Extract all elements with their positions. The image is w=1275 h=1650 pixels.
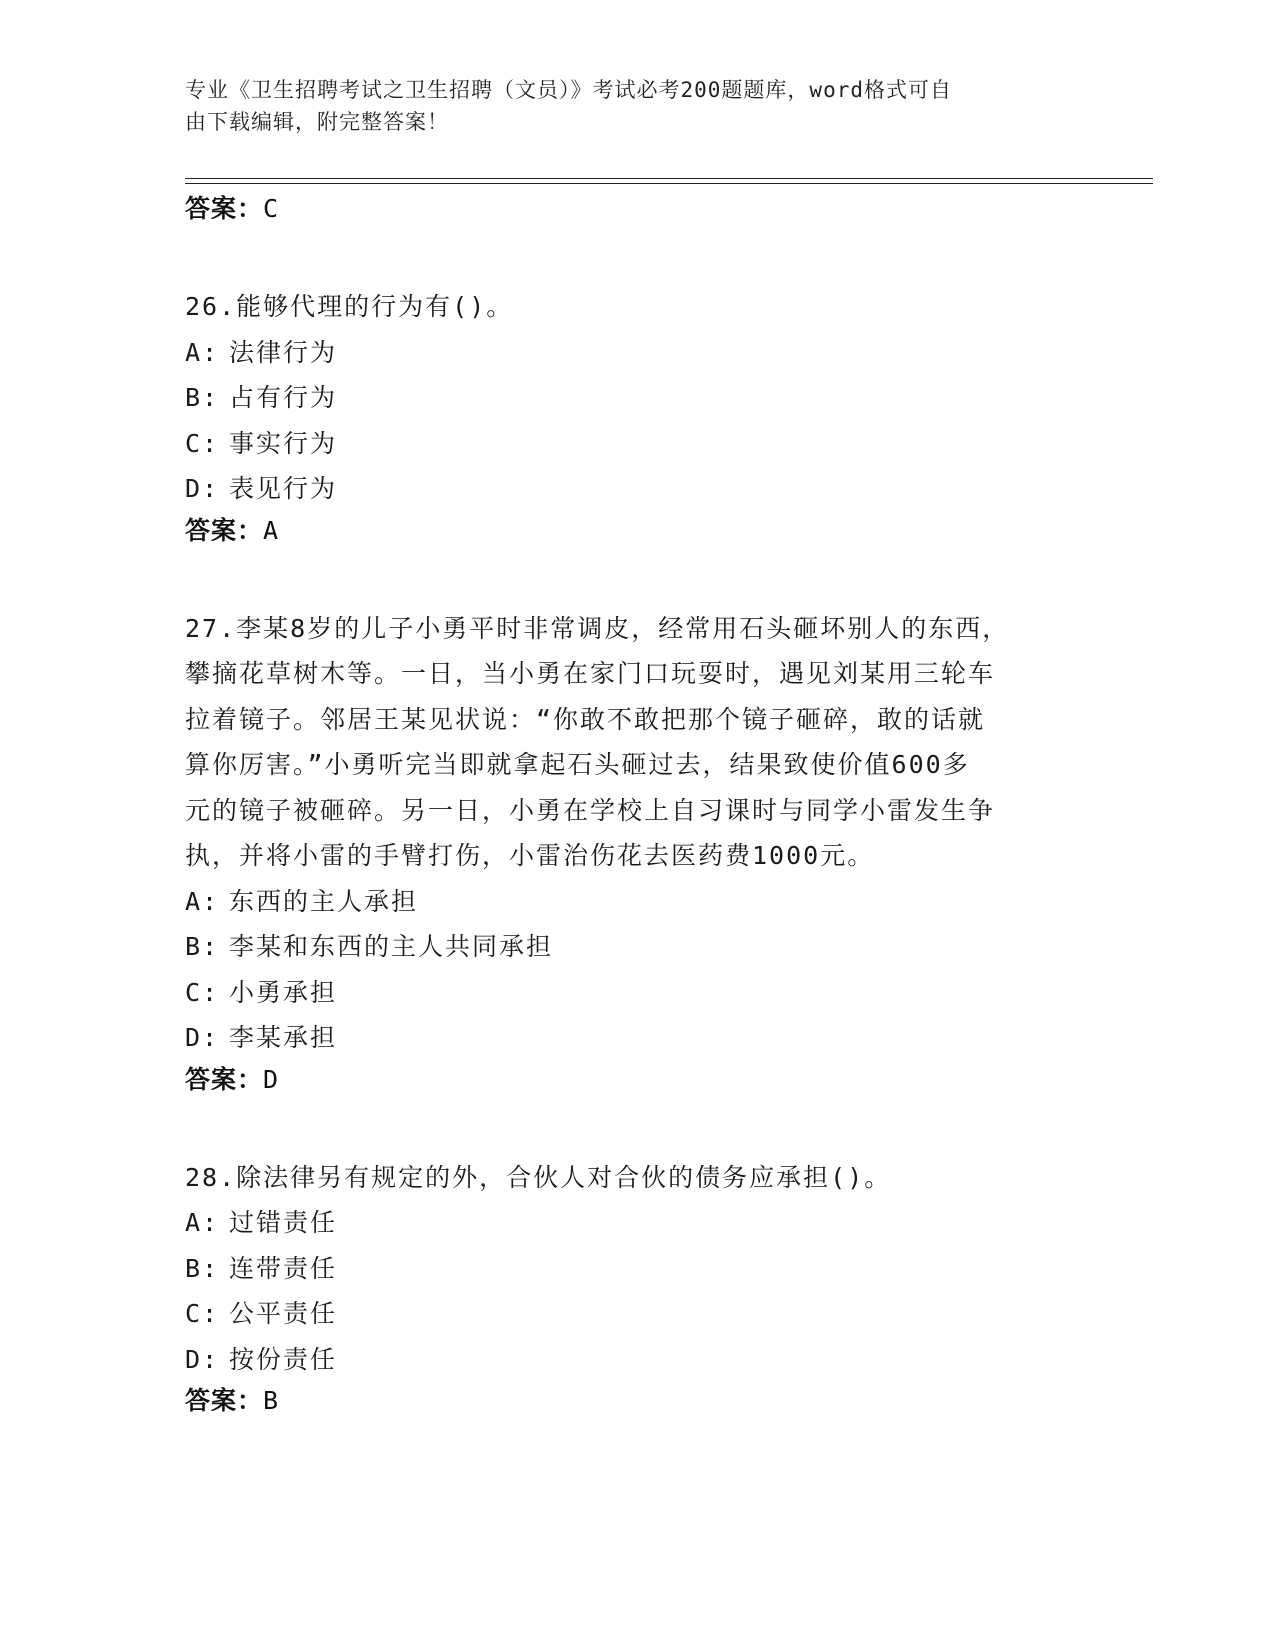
option-key: A: [185, 1208, 220, 1237]
option-key: C: [185, 428, 220, 458]
header-rule-bottom [185, 183, 1153, 184]
spacer [185, 234, 1065, 284]
option-a [185, 1200, 1065, 1246]
question-stem-line: 算你厉害。”小勇听完当即就拿起石头砸过去，结果致使价值600多 [185, 750, 970, 779]
option-text: 李某承担 [229, 1023, 338, 1052]
answer-value: B [263, 1386, 280, 1415]
spacer [185, 556, 1065, 606]
option-key: D: [185, 474, 220, 503]
header-line-1: 专业《卫生招聘考试之卫生招聘（文员）》考试必考200题题库，word格式可自 [185, 78, 952, 102]
option-text: 表见行为 [229, 474, 338, 503]
question-stem-line: 拉着镜子。邻居王某见状说：“你敢不敢把那个镜子砸碎，敢的话就 [185, 704, 986, 734]
option-key: D: [185, 1023, 220, 1052]
question-stem: 28.除法律另有规定的外，合伙人对合伙的债务应承担()。 [185, 1162, 892, 1192]
option-key: C: [185, 1299, 220, 1328]
option-b [185, 924, 1065, 970]
option-d [185, 466, 1065, 512]
answer-value: D [263, 1064, 280, 1094]
option-text: 事实行为 [229, 428, 338, 458]
question-stem-line: 执，并将小雷的手臂打伤，小雷治伤花去医药费1000元。 [185, 841, 875, 870]
option-c [185, 421, 1065, 467]
previous-answer [185, 190, 1065, 234]
option-b [185, 375, 1065, 421]
option-key: B: [185, 932, 220, 961]
option-text: 公平责任 [229, 1299, 338, 1328]
option-c [185, 1291, 1065, 1337]
option-text: 占有行为 [229, 383, 338, 412]
option-key: A: [185, 886, 220, 916]
option-text: 小勇承担 [229, 977, 338, 1007]
question-27 [185, 606, 1065, 1105]
question-28 [185, 1155, 1065, 1427]
answer-value: C [263, 194, 280, 223]
option-key: B: [185, 383, 220, 412]
question-answer [185, 512, 1065, 556]
option-b [185, 1246, 1065, 1292]
option-text: 东西的主人承担 [229, 886, 419, 916]
question-stem-line: 元的镜子被砸碎。另一日，小勇在学校上自习课时与同学小雷发生争 [185, 795, 996, 825]
option-text: 李某和东西的主人共同承担 [229, 932, 554, 961]
option-c [185, 970, 1065, 1016]
option-d [185, 1337, 1065, 1383]
question-26 [185, 284, 1065, 556]
option-key: A: [185, 337, 220, 367]
option-key: C: [185, 977, 220, 1007]
spacer [185, 1105, 1065, 1155]
answer-label: 答案： [185, 515, 264, 545]
answer-label: 答案： [185, 1064, 264, 1094]
question-stem-line: 27.李某8岁的儿子小勇平时非常调皮，经常用石头砸坏别人的东西， [185, 613, 1010, 643]
option-text: 连带责任 [229, 1253, 338, 1283]
header-line-2: 由下载编辑，附完整答案！ [185, 110, 449, 134]
question-stem-line: 攀摘花草树木等。一日，当小勇在家门口玩耍时，遇见刘某用三轮车 [185, 659, 996, 688]
document-body [185, 190, 1065, 1426]
option-key: D: [185, 1344, 220, 1374]
option-text: 过错责任 [229, 1208, 338, 1237]
option-key: B: [185, 1253, 220, 1283]
document-header [185, 74, 1065, 138]
option-text: 按份责任 [229, 1344, 338, 1374]
question-answer [185, 1061, 1065, 1105]
answer-label: 答案： [185, 194, 264, 223]
answer-label: 答案： [185, 1386, 264, 1415]
option-a [185, 330, 1065, 376]
option-text: 法律行为 [229, 337, 338, 367]
question-stem: 26.能够代理的行为有()。 [185, 292, 514, 321]
option-a [185, 879, 1065, 925]
option-d [185, 1015, 1065, 1061]
header-rule-top [185, 178, 1153, 179]
question-answer [185, 1382, 1065, 1426]
answer-value: A [263, 515, 280, 545]
